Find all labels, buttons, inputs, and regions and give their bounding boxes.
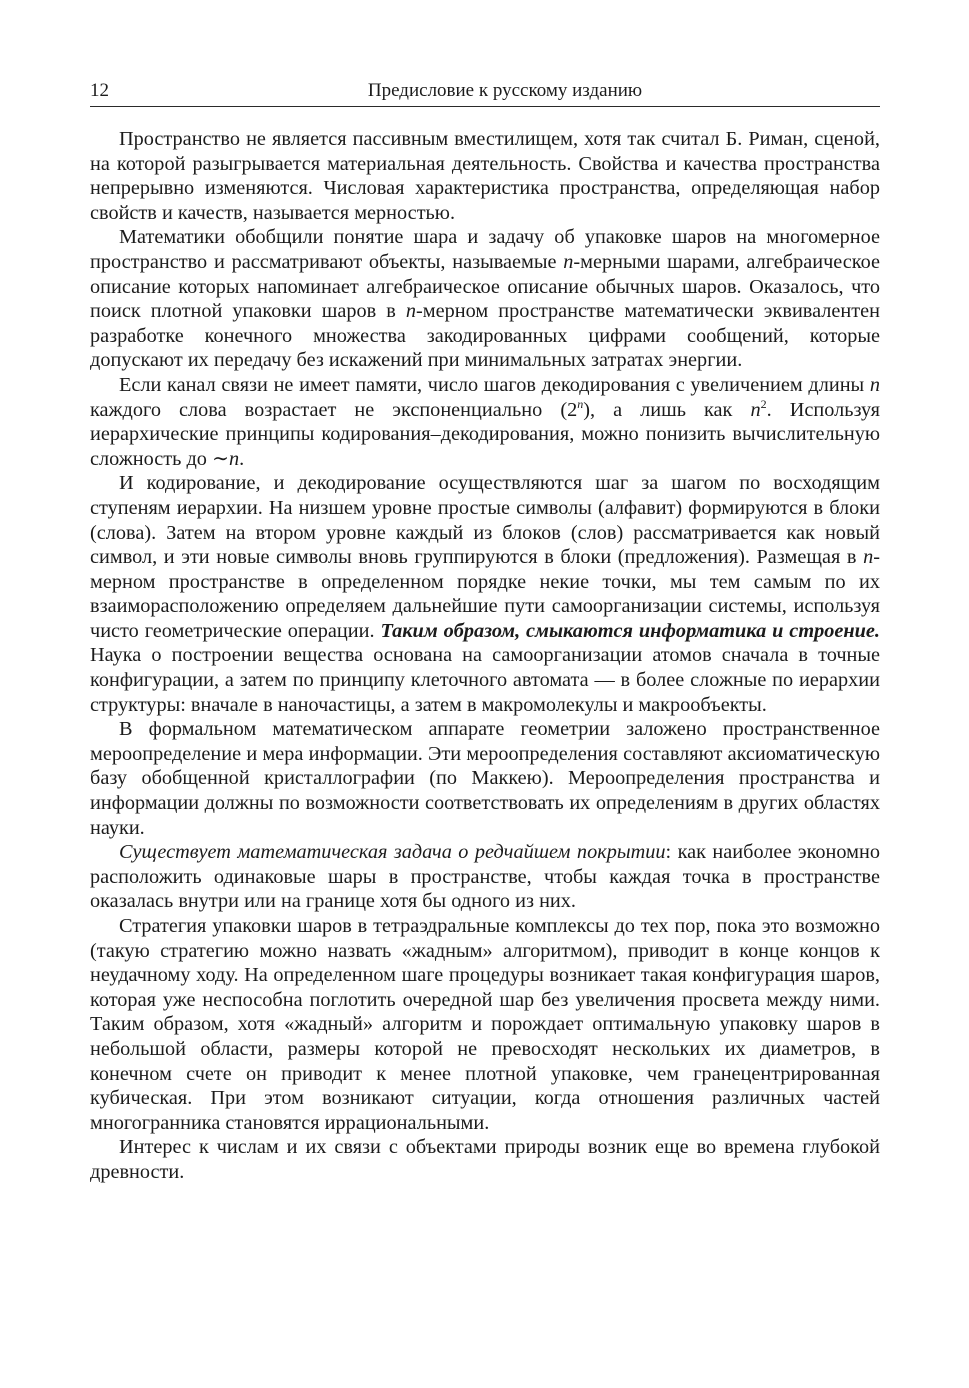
paragraph-4 <box>90 471 880 717</box>
paragraph-8: Интерес к числам и их связи с объектами природы возник еще во времена глубокой древности. <box>90 1136 880 1183</box>
paragraph-6 <box>90 840 880 914</box>
paragraph-3 <box>90 373 880 471</box>
page-number: 12 <box>90 80 109 101</box>
approx-symbol: ∼ <box>212 447 229 470</box>
text-run: -мерном пространстве математически эквивалентен разработке конечного множества закодированных цифрами сообщений, которые допускают их передачу без искажений при минимальных затратах энергии. <box>90 300 880 372</box>
exponent-n: n <box>577 396 584 411</box>
paragraph-5: В формальном математическом аппарате геометрии заложено пространственное мероопределение и мера информации. Эти мероопределения составляют аксиоматическую базу обобщенной кристаллографии (по Маккею). Мероопределения пространства и информации должны по возможности соответствовать их определениям в других областях науки. <box>90 718 880 839</box>
text-run: ), а лишь как <box>583 398 751 421</box>
variable-n: n <box>750 398 761 421</box>
paragraph-2 <box>90 225 880 373</box>
book-page <box>90 76 880 1185</box>
emphasis-italic: Существует математическая задача о редчайшем покрытии <box>119 841 666 864</box>
text-run: каждого слова возрастает не экспоненциально (2 <box>90 398 578 421</box>
exponent-2: 2 <box>760 396 767 411</box>
text-run: И кодирование, и декодирование осуществляются шаг за шагом по восходящим ступеням иерархии. На низшем уровне простые символы (алфавит) формируются в блоки (слова). Затем на втором уровне каждый из блоков (слов) рассматривается как новый символ, и эти новые символы вновь группируются в блоки (предложения). Размещая в <box>90 472 880 569</box>
body-text <box>90 127 880 1185</box>
text-run: . <box>239 447 245 470</box>
text-run: -мерными шарами, алгебраическое описание которых напоминает алгебраическое описание обычных шаров. Оказалось, что поиск плотной упаковки шаров в <box>90 250 880 323</box>
text-run: -мерном пространстве в определенном порядке некие точки, мы тем самым по их взаиморасположению определяем дальнейшие пути самоорганизации системы, используя чисто геометрические операции. <box>90 546 880 642</box>
text-run: . Используя иерархические принципы кодирования–декодирования, можно понизить вычислительную сложность до <box>90 398 880 470</box>
variable-n: n <box>563 250 574 273</box>
running-title: Предисловие к русскому изданию <box>367 80 643 101</box>
text-run: Наука о построении вещества основана на самоорганизации атомов сначала в точные конфигурации, а затем по принципу клеточного автомата — в более сложные по иерархии структуры: вначале в наночастицы, а затем в макромолекулы и макрообъекты. <box>90 644 880 716</box>
variable-n: n <box>229 447 240 470</box>
text-run: Математики обобщили понятие шара и задачу об упаковке шаров на многомерное пространство и рассматривают объекты, называемые <box>90 226 880 273</box>
variable-n: n <box>863 546 874 569</box>
text-run: : как наиболее экономно расположить одинаковые шары в пространстве, чтобы каждая точка в пространстве оказалась внутри или на границе хотя бы одного из них. <box>90 841 880 913</box>
variable-n: n <box>405 300 417 323</box>
emphasis-bold-italic: Таким образом, смыкаются информатика и строение. <box>380 619 880 642</box>
variable-n: n <box>869 373 880 396</box>
paragraph-7: Стратегия упаковки шаров в тетраэдральные комплексы до тех пор, пока это возможно (такую стратегию можно назвать «жадным» алгоритмом), приводит в конце концов к неудачному ходу. На определенном шаге процедуры возникает такая конфигурация шаров, которая уже неспособна поглотить очередной шар без увеличения просвета между ними. Таким образом, хотя «жадный» алгоритм и порождает оптимальную упаковку шаров в небольшой области, размеры которой не превосходят нескольких их диаметров, в конечном счете он приводит к менее плотной упаковке, чем гранецентрированная кубическая. При этом возникают ситуации, когда отношения различных частей многогранника становятся иррациональными. <box>90 915 880 1134</box>
running-header <box>90 76 880 107</box>
text-run: Если канал связи не имеет памяти, число шагов декодирования с увеличением длины <box>119 373 870 396</box>
paragraph-1: Пространство не является пассивным вместилищем, хотя так считал Б. Риман, сценой, на которой разыгрывается материальная деятельность. Свойства и качества пространства непрерывно изменяются. Числовая характеристика пространства, определяющая набор свойств и качеств, называется мерностью. <box>90 128 880 224</box>
